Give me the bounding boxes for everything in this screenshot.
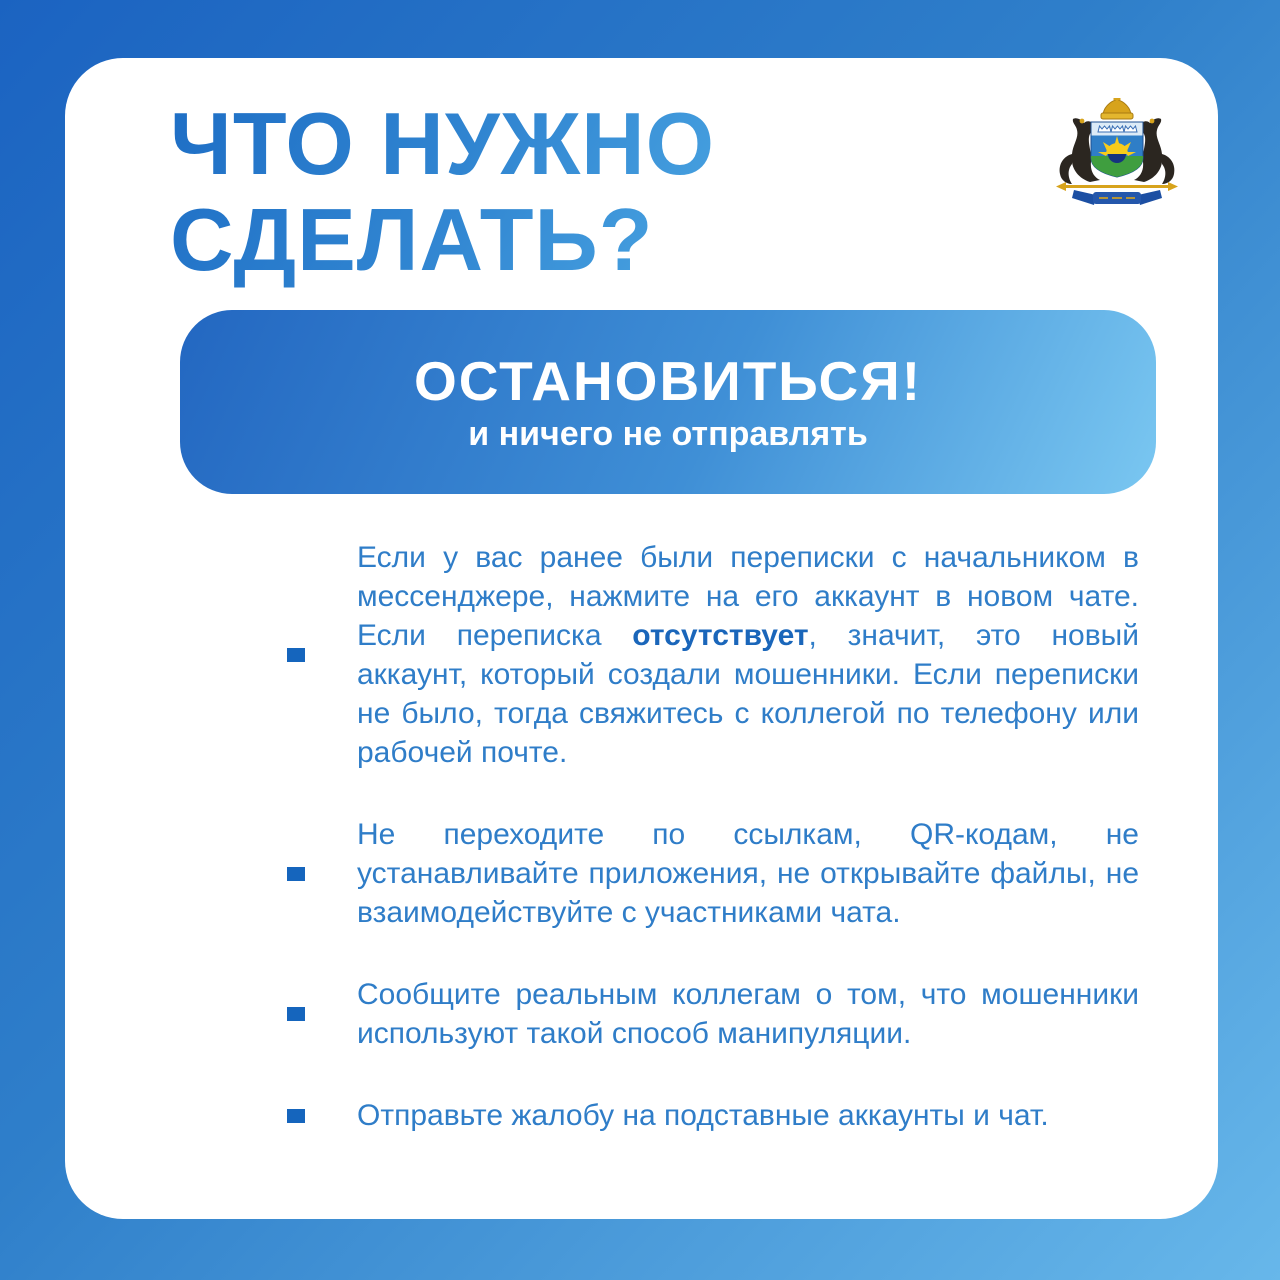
stop-banner-subline: и ничего не отправлять	[468, 414, 868, 453]
bullet-square-icon	[287, 648, 305, 662]
list-item-text-post: , значит, это новый аккаунт, который создали мошенники. Если переписки не было, тогда свяжитесь с коллегой по телефону или рабочей почте.	[357, 619, 1139, 769]
stop-banner-headline: ОСТАНОВИТЬСЯ!	[413, 349, 923, 412]
stop-banner	[180, 310, 1156, 494]
bullet-square-icon	[287, 1007, 305, 1021]
list-item-text	[357, 538, 1139, 772]
advice-list	[287, 538, 1205, 1135]
bullet-square-icon	[287, 1109, 305, 1123]
list-item-text: Не переходите по ссылкам, QR-кодам, не устанавливайте приложения, не открывайте файлы, не взаимодействуйте с участниками чата.	[357, 818, 1139, 929]
content-card	[65, 58, 1218, 1219]
list-item-text: Сообщите реальным коллегам о том, что мошенники используют такой способ манипуляции.	[357, 978, 1139, 1050]
tyumen-oblast-coat-of-arms-icon	[1046, 98, 1188, 210]
list-item-text: Отправьте жалобу на подставные аккаунты и чат.	[357, 1099, 1049, 1132]
list-item-text-pre: Если у вас ранее были переписки с начальником в мессенджере, нажмите на его аккаунт в новом чате. Если переписка	[357, 541, 1139, 652]
bullet-square-icon	[287, 867, 305, 881]
page-title-line2: СДЕЛАТЬ?	[170, 190, 654, 289]
list-item	[287, 815, 1205, 932]
list-item-text-bold: отсутствует	[632, 619, 809, 652]
page-title	[170, 96, 715, 288]
list-item	[287, 1096, 1205, 1135]
list-item	[287, 538, 1205, 772]
page-title-line1: ЧТО НУЖНО	[170, 94, 716, 193]
list-item	[287, 975, 1205, 1053]
